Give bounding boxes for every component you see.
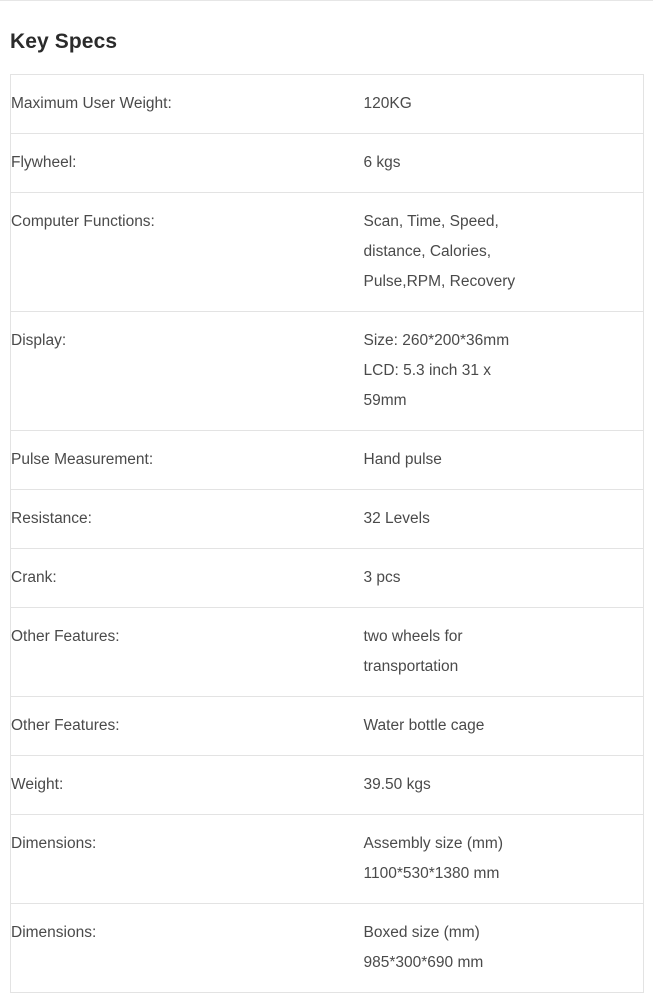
table-row [11,193,644,312]
spec-label: Other Features: [11,717,120,734]
spec-label: Crank: [11,569,57,586]
spec-value [364,608,644,697]
spec-value [364,75,644,134]
spec-value-line: 32 Levels [363,510,430,527]
spec-value-line: Boxed size (mm) [363,924,480,941]
spec-value [364,431,644,490]
spec-label: Other Features: [11,628,120,645]
spec-value-line: Hand pulse [363,451,442,468]
spec-value [364,815,644,904]
spec-value [364,490,644,549]
top-divider [0,0,653,1]
spec-value [364,193,644,312]
table-row [11,904,644,993]
table-row [11,312,644,431]
spec-value-line: two wheels for [363,628,463,645]
table-row [11,608,644,697]
spec-value-line: 6 kgs [363,154,401,171]
spec-value-line: transportation [363,658,459,675]
key-specs-table [10,74,644,993]
table-row [11,75,644,134]
spec-label: Dimensions: [11,924,97,941]
spec-value [364,312,644,431]
spec-value-line: Scan, Time, Speed, [363,213,499,230]
spec-value [364,697,644,756]
spec-label: Pulse Measurement: [11,451,154,468]
spec-label: Maximum User Weight: [11,95,172,112]
spec-label: Resistance: [11,510,92,527]
spec-value-line: Size: 260*200*36mm [363,332,510,349]
spec-value-line: 985*300*690 mm [363,954,484,971]
spec-value-line: 39.50 kgs [363,776,431,793]
table-row [11,431,644,490]
table-row [11,815,644,904]
spec-label: Dimensions: [11,835,97,852]
spec-value [364,756,644,815]
table-row [11,134,644,193]
spec-value-line: Assembly size (mm) [363,835,504,852]
spec-label: Computer Functions: [11,213,155,230]
spec-value-line: LCD: 5.3 inch 31 x [363,362,492,379]
spec-value [364,549,644,608]
spec-value-line: 120KG [363,95,412,112]
table-row [11,756,644,815]
table-row [11,549,644,608]
spec-label: Display: [11,332,67,349]
page-title: Key Specs [10,30,118,53]
spec-value-line: Pulse,RPM, Recovery [363,273,516,290]
table-row [11,490,644,549]
spec-value-line: 3 pcs [363,569,401,586]
table-row [11,697,644,756]
spec-value-line: 59mm [363,392,407,409]
spec-label: Weight: [11,776,64,793]
spec-label: Flywheel: [11,154,77,171]
spec-table-container [0,74,653,993]
spec-value-line: distance, Calories, [363,243,492,260]
spec-value [364,904,644,993]
spec-value-line: Water bottle cage [363,717,485,734]
spec-value [364,134,644,193]
spec-value-line: 1100*530*1380 mm [363,865,500,882]
